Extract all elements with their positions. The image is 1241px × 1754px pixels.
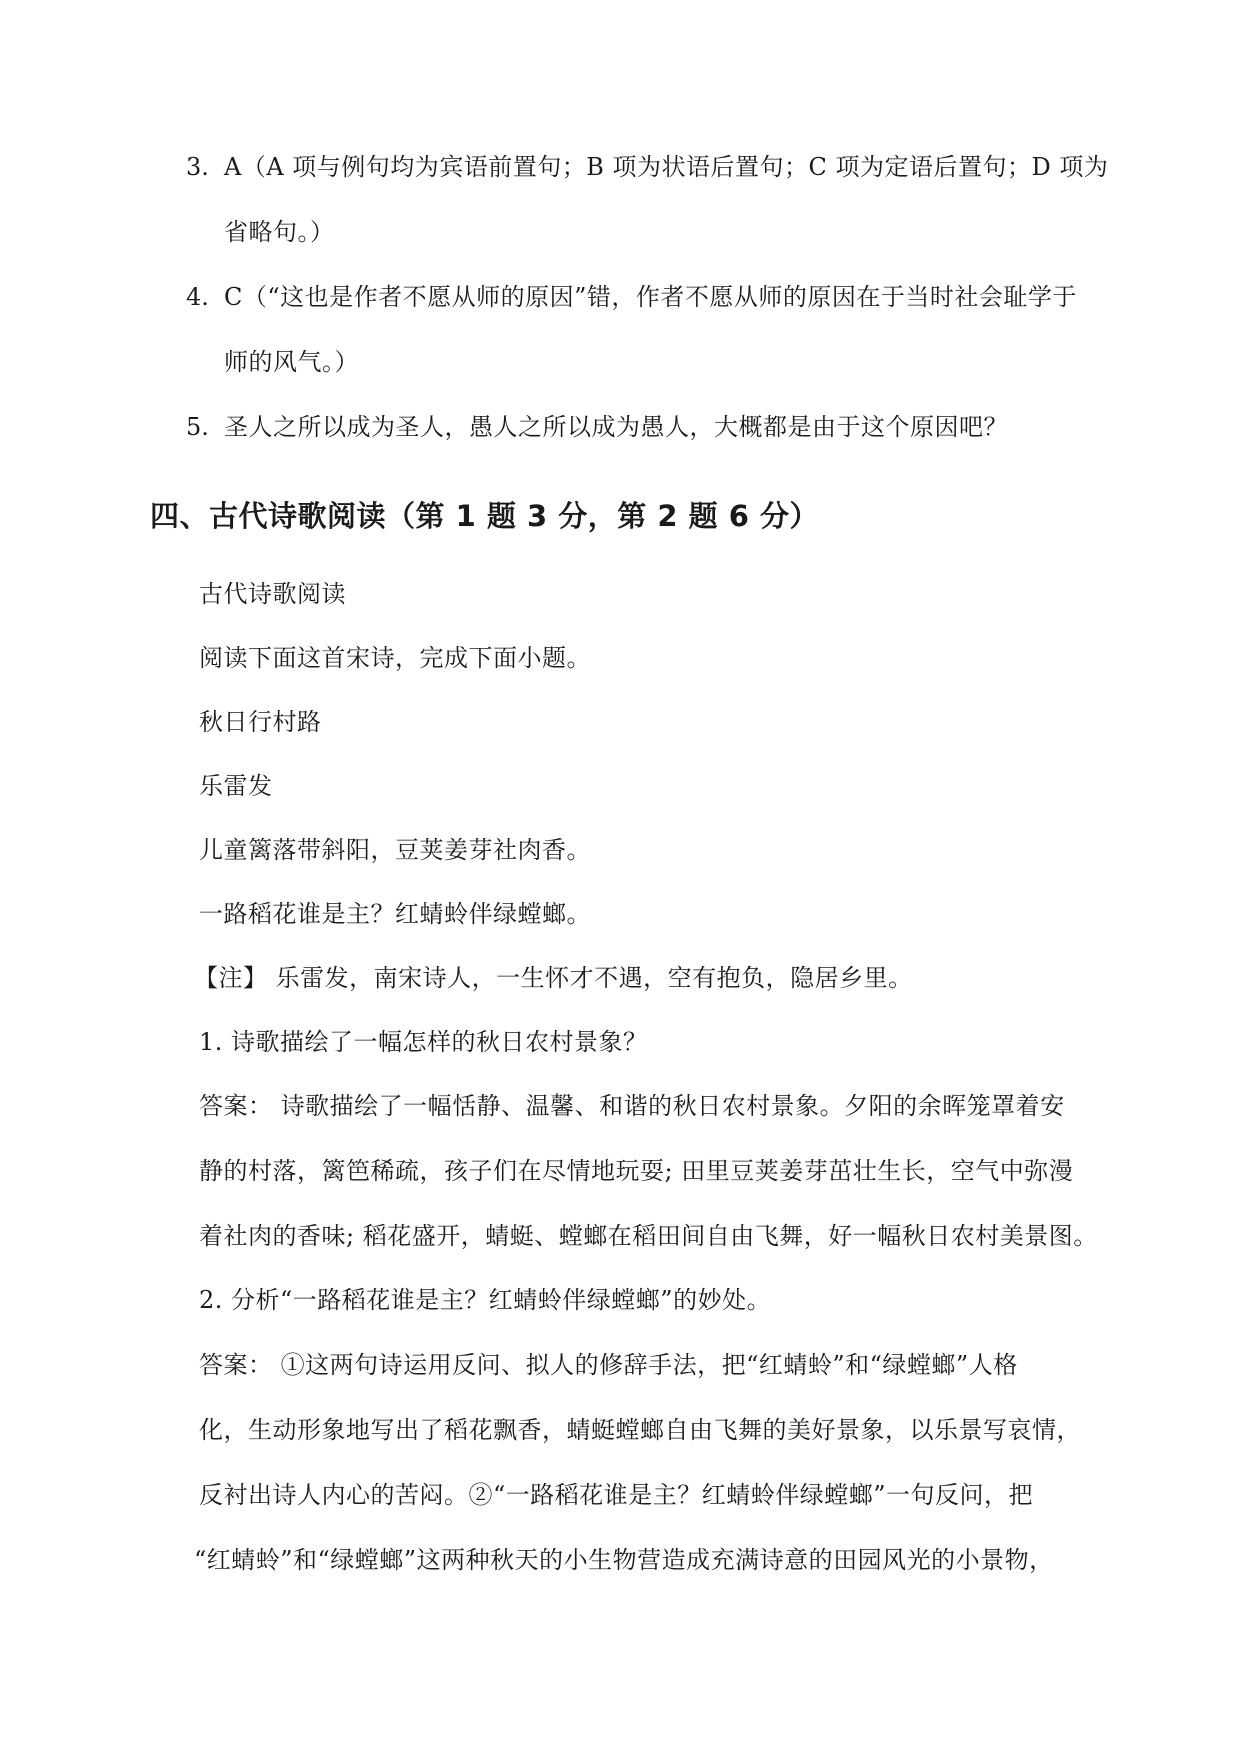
- answer-2-line-3: 反衬出诗人内心的苦闷。②“一路稻花谁是主？红蜻蛉伴绿螳螂”一句反问，把: [199, 1481, 1034, 1509]
- poem-line-2: 一路稻花谁是主？红蜻蛉伴绿螳螂。: [199, 900, 591, 928]
- poem-author: 乐雷发: [199, 772, 273, 800]
- answer-3-number: 3.: [186, 153, 209, 181]
- answer-1-line-2: 静的村落，篱笆稀疏，孩子们在尽情地玩耍; 田里豆荚姜芽茁壮生长，空气中弥漫: [199, 1157, 1074, 1185]
- question-2: 2. 分析“一路稻花谁是主？红蜻蛉伴绿螳螂”的妙处。: [199, 1286, 772, 1314]
- instruction-text: 阅读下面这首宋诗，完成下面小题。: [199, 644, 591, 672]
- question-1: 1. 诗歌描绘了一幅怎样的秋日农村景象？: [199, 1028, 648, 1056]
- answer-2-line-1: 答案： ①这两句诗运用反问、拟人的修辞手法，把“红蜻蛉”和“绿螳螂”人格: [199, 1351, 1018, 1379]
- section-heading: 四、古代诗歌阅读（第 1 题 3 分，第 2 题 6 分）: [150, 499, 819, 533]
- answer-3-line-1: A（A 项与例句均为宾语前置句；B 项为状语后置句；C 项为定语后置句；D 项为: [224, 153, 1109, 181]
- poem-line-1: 儿童篱落带斜阳，豆荚姜芽社肉香。: [199, 836, 591, 864]
- answer-5-number: 5.: [186, 413, 209, 441]
- poem-title: 秋日行村路: [199, 708, 322, 736]
- answer-3-line-2: 省略句。）: [224, 218, 335, 246]
- section-subtitle: 古代诗歌阅读: [199, 580, 346, 608]
- answer-4-line-1: C（“这也是作者不愿从师的原因”错，作者不愿从师的原因在于当时社会耻学于: [224, 283, 1077, 311]
- answer-2-line-4: “红蜻蛉”和“绿螳螂”这两种秋天的小生物营造成充满诗意的田园风光的小景物，: [194, 1546, 1054, 1574]
- answer-1-line-1: 答案： 诗歌描绘了一幅恬静、温馨、和谐的秋日农村景象。夕阳的余晖笼罩着安: [199, 1092, 1065, 1120]
- answer-1-line-3: 着社肉的香味; 稻花盛开，蜻蜓、螳螂在稻田间自由飞舞，好一幅秋日农村美景图。: [199, 1222, 1098, 1250]
- answer-5-line-1: 圣人之所以成为圣人，愚人之所以成为愚人，大概都是由于这个原因吧？: [224, 413, 1008, 441]
- poem-note: 【注】 乐雷发，南宋诗人，一生怀才不遇，空有抱负，隐居乡里。: [194, 964, 913, 992]
- answer-4-number: 4.: [186, 283, 209, 311]
- answer-4-line-2: 师的风气。）: [224, 348, 359, 376]
- answer-2-line-2: 化，生动形象地写出了稻花飘香，蜻蜓螳螂自由飞舞的美好景象，以乐景写哀情，: [199, 1416, 1081, 1444]
